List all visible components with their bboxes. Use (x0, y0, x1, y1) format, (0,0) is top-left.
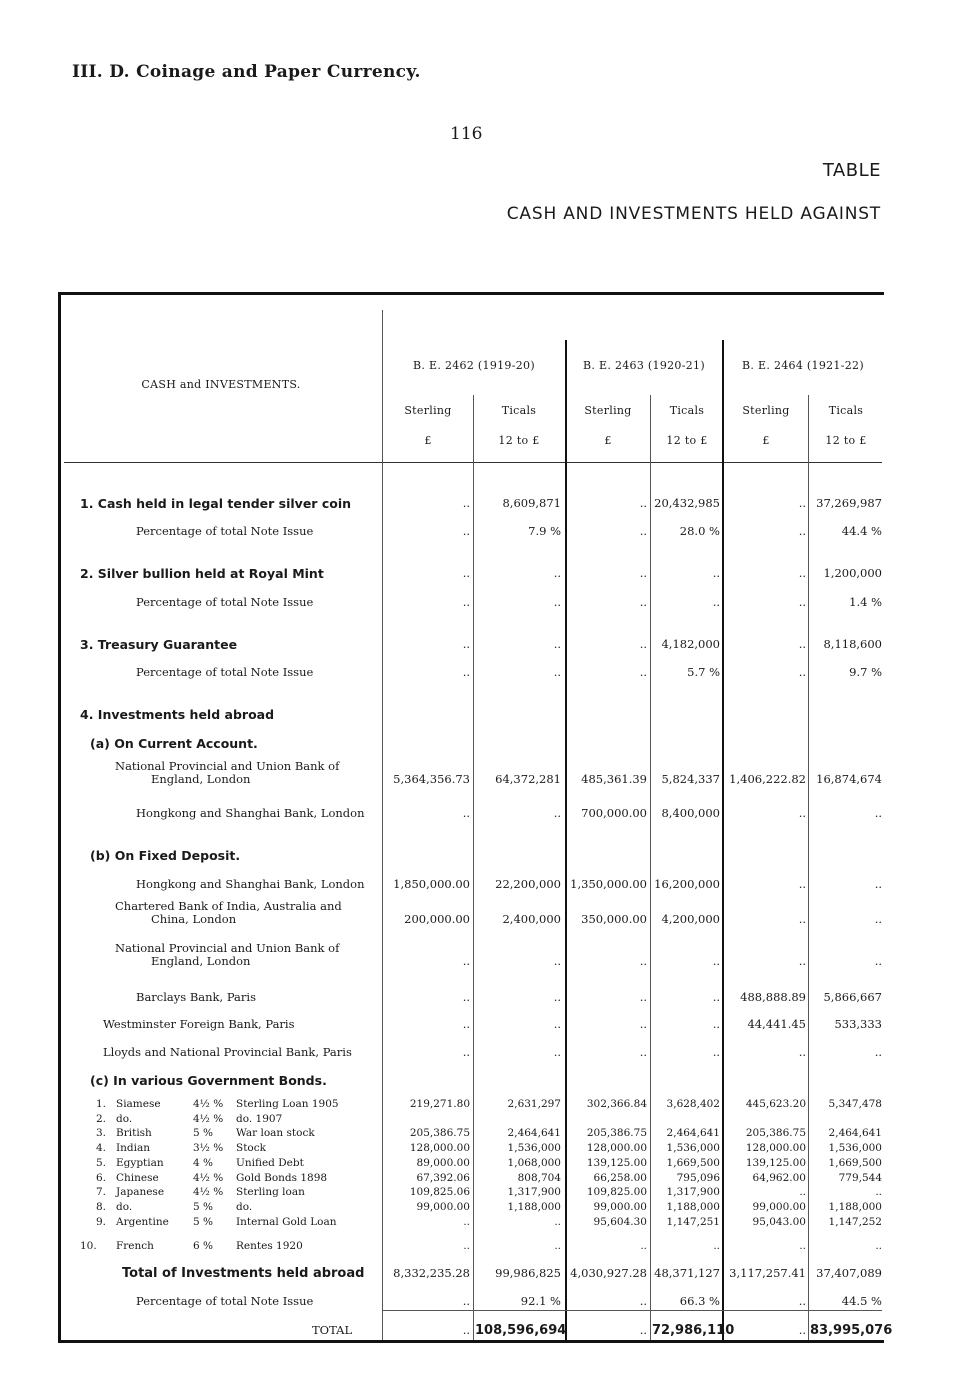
cell-value: .. (462, 566, 470, 580)
subsection-label: (b) On Fixed Deposit. (90, 848, 241, 863)
cell-value: 16,874,674 (816, 772, 882, 786)
section-label: 1. Cash held in legal tender silver coin (80, 496, 352, 511)
bond-value: 99,000.00 (593, 1201, 647, 1213)
bond-rate: 4½ % (193, 1113, 224, 1125)
cell-value: .. (639, 1294, 647, 1308)
subsection-label: (a) On Current Account. (90, 736, 258, 751)
cell-value: .. (798, 1323, 806, 1337)
bond-value: 445,623.20 (745, 1098, 806, 1110)
table-subtitle: CASH AND INVESTMENTS HELD AGAINST (506, 204, 881, 224)
cell-value: .. (798, 877, 806, 891)
total-label: Total of Investments held abroad (122, 1266, 365, 1281)
ticals-header: Ticals (669, 404, 705, 417)
cell-value: .. (462, 496, 470, 510)
bond-value: 1,317,900 (507, 1186, 561, 1198)
cell-value: 1,850,000.00 (393, 877, 470, 891)
cell-value: .. (874, 806, 882, 820)
bond-value: 808,704 (517, 1172, 561, 1184)
cell-value: .. (712, 990, 720, 1004)
row-label: Barclays Bank, Paris (136, 990, 256, 1004)
rate-unit: 12 to £ (666, 434, 708, 447)
page-number: 116 (450, 124, 483, 144)
cell-value: 44.4 % (841, 524, 882, 538)
bond-rate: 5 % (193, 1216, 213, 1228)
bond-value: 1,068,000 (507, 1157, 561, 1169)
bond-country: do. (116, 1201, 133, 1213)
row-label: Percentage of total Note Issue (136, 524, 314, 538)
cell-value: 48,371,127 (654, 1266, 720, 1280)
cell-value: 2,400,000 (502, 912, 561, 926)
bond-value: 67,392.06 (416, 1172, 470, 1184)
cell-value: .. (462, 806, 470, 820)
cell-value: 4,030,927.28 (570, 1266, 647, 1280)
sterling-header: Sterling (404, 404, 452, 417)
cell-value: .. (712, 1045, 720, 1059)
grand-total-label: TOTAL (312, 1323, 353, 1337)
bond-value: 205,386.75 (409, 1127, 470, 1139)
cell-value: 700,000.00 (581, 806, 647, 820)
bond-value: .. (799, 1186, 806, 1198)
cell-value: .. (553, 954, 561, 968)
cell-value: .. (798, 1294, 806, 1308)
cell-value: 5.7 % (687, 665, 720, 679)
bond-rate: 4½ % (193, 1172, 224, 1184)
cell-value: .. (462, 1323, 470, 1337)
bond-number: 7. (96, 1186, 107, 1198)
bond-description: do. 1907 (236, 1113, 283, 1125)
subsection-label: (c) In various Government Bonds. (90, 1073, 327, 1088)
cell-value: 20,432,985 (654, 496, 720, 510)
column-rule (473, 395, 474, 1340)
bond-number: 4. (96, 1142, 107, 1154)
table-bottom-rule (58, 1340, 884, 1343)
row-label: Percentage of total Note Issue (136, 1294, 314, 1308)
bond-value: 795,096 (676, 1172, 720, 1184)
year-header-2463: B. E. 2463 (1920-21) (583, 359, 705, 372)
cell-value: .. (798, 1045, 806, 1059)
cell-value: 3,117,257.41 (729, 1266, 806, 1280)
grand-total-value: 83,995,076 (810, 1323, 893, 1338)
pound-unit: £ (424, 434, 432, 447)
cell-value: .. (639, 595, 647, 609)
cell-value: .. (798, 496, 806, 510)
bond-value: 128,000.00 (409, 1142, 470, 1154)
page-header: III. D. Coinage and Paper Currency. (72, 62, 421, 82)
bond-value: 1,147,251 (666, 1216, 720, 1228)
cell-value: 28.0 % (679, 524, 720, 538)
bond-description: Unified Debt (236, 1157, 304, 1169)
row-label: Hongkong and Shanghai Bank, London (136, 806, 365, 820)
cell-value: .. (462, 954, 470, 968)
bond-number: 10. (80, 1240, 97, 1252)
row-label: Chartered Bank of India, Australia and (115, 899, 342, 913)
bond-value: 99,000.00 (752, 1201, 806, 1213)
row-label: Percentage of total Note Issue (136, 595, 314, 609)
cell-value: .. (798, 665, 806, 679)
cell-value: 22,200,000 (495, 877, 561, 891)
bond-value: .. (463, 1240, 470, 1252)
bond-value: 139,125.00 (745, 1157, 806, 1169)
bond-value: 1,669,500 (828, 1157, 882, 1169)
bond-value: 2,464,641 (507, 1127, 561, 1139)
bond-rate: 3½ % (193, 1142, 224, 1154)
cell-value: 8,400,000 (661, 806, 720, 820)
rate-unit: 12 to £ (825, 434, 867, 447)
cell-value: 99,986,825 (495, 1266, 561, 1280)
bond-rate: 5 % (193, 1127, 213, 1139)
cell-value: .. (639, 954, 647, 968)
cell-value: .. (553, 990, 561, 1004)
cell-value: .. (712, 566, 720, 580)
bond-description: Internal Gold Loan (236, 1216, 337, 1228)
pound-unit: £ (762, 434, 770, 447)
bond-value: 3,628,402 (666, 1098, 720, 1110)
cell-value: 9.7 % (849, 665, 882, 679)
section-label: 2. Silver bullion held at Royal Mint (80, 566, 324, 581)
cell-value: .. (639, 566, 647, 580)
cell-value: .. (712, 1017, 720, 1031)
bond-rate: 6 % (193, 1240, 213, 1252)
bond-value: .. (875, 1240, 882, 1252)
cell-value: 37,269,987 (816, 496, 882, 510)
bond-value: 1,536,000 (828, 1142, 882, 1154)
bond-value: 205,386.75 (586, 1127, 647, 1139)
cell-value: 44,441.45 (747, 1017, 806, 1031)
cell-value: 8,609,871 (502, 496, 561, 510)
cell-value: .. (462, 1045, 470, 1059)
bond-value: 2,464,641 (666, 1127, 720, 1139)
bond-value: .. (554, 1216, 561, 1228)
label-column-header: CASH and INVESTMENTS. (141, 378, 301, 391)
bond-value: .. (799, 1240, 806, 1252)
bond-value: 99,000.00 (416, 1201, 470, 1213)
bond-value: 89,000.00 (416, 1157, 470, 1169)
cell-value: .. (874, 877, 882, 891)
table-label: TABLE (822, 160, 881, 181)
bond-value: .. (713, 1240, 720, 1252)
bond-country: British (116, 1127, 152, 1139)
cell-value: 37,407,089 (816, 1266, 882, 1280)
cell-value: .. (874, 1045, 882, 1059)
bond-value: 1,188,000 (828, 1201, 882, 1213)
cell-value: .. (553, 806, 561, 820)
table-top-rule (58, 292, 884, 295)
cell-value: 533,333 (834, 1017, 882, 1031)
cell-value: 1,350,000.00 (570, 877, 647, 891)
bond-value: 2,464,641 (828, 1127, 882, 1139)
cell-value: .. (462, 524, 470, 538)
cell-value: .. (639, 496, 647, 510)
bond-value: 2,631,297 (507, 1098, 561, 1110)
total-rule (382, 1310, 882, 1311)
year-header-2462: B. E. 2462 (1919-20) (413, 359, 535, 372)
cell-value: .. (462, 595, 470, 609)
bond-value: 95,043.00 (752, 1216, 806, 1228)
row-label: National Provincial and Union Bank of (115, 759, 340, 773)
section-label: 4. Investments held abroad (80, 707, 275, 722)
cell-value: .. (639, 1323, 647, 1337)
bond-description: Sterling loan (236, 1186, 305, 1198)
column-rule (382, 310, 383, 1340)
cell-value: 7.9 % (528, 524, 561, 538)
bond-country: Japanese (116, 1186, 165, 1198)
cell-value: .. (553, 1045, 561, 1059)
cell-value: .. (874, 954, 882, 968)
cell-value: .. (798, 954, 806, 968)
grand-total-value: 108,596,694 (475, 1323, 567, 1338)
bond-value: 302,366.84 (586, 1098, 647, 1110)
bond-value: 1,536,000 (666, 1142, 720, 1154)
cell-value: .. (553, 665, 561, 679)
bond-value: 128,000.00 (586, 1142, 647, 1154)
cell-value: .. (712, 595, 720, 609)
bond-value: 1,317,900 (666, 1186, 720, 1198)
cell-value: .. (462, 1017, 470, 1031)
cell-value: 16,200,000 (654, 877, 720, 891)
cell-value: .. (462, 637, 470, 651)
bond-country: Indian (116, 1142, 151, 1154)
bond-value: .. (554, 1240, 561, 1252)
cell-value: 4,182,000 (661, 637, 720, 651)
cell-value: .. (639, 665, 647, 679)
cell-value: .. (553, 637, 561, 651)
bond-value: 1,188,000 (666, 1201, 720, 1213)
bond-value: 1,669,500 (666, 1157, 720, 1169)
cell-value: .. (462, 1294, 470, 1308)
cell-value: 350,000.00 (581, 912, 647, 926)
ticals-header: Ticals (501, 404, 537, 417)
bond-rate: 4½ % (193, 1186, 224, 1198)
ticals-header: Ticals (828, 404, 864, 417)
row-label-continued: China, London (151, 912, 237, 926)
cell-value: .. (553, 595, 561, 609)
bond-description: War loan stock (236, 1127, 315, 1139)
bond-value: 205,386.75 (745, 1127, 806, 1139)
pound-unit: £ (604, 434, 612, 447)
bond-number: 8. (96, 1201, 107, 1213)
bond-number: 5. (96, 1157, 107, 1169)
cell-value: .. (798, 806, 806, 820)
year-header-2464: B. E. 2464 (1921-22) (742, 359, 864, 372)
bond-value: 1,188,000 (507, 1201, 561, 1213)
bond-value: 779,544 (838, 1172, 882, 1184)
bond-value: 139,125.00 (586, 1157, 647, 1169)
cell-value: .. (639, 1017, 647, 1031)
cell-value: .. (798, 912, 806, 926)
cell-value: .. (553, 1017, 561, 1031)
cell-value: .. (639, 990, 647, 1004)
bond-value: 109,825.00 (586, 1186, 647, 1198)
cell-value: 485,361.39 (581, 772, 647, 786)
grand-total-value: 72,986,110 (652, 1323, 735, 1338)
cell-value: .. (553, 566, 561, 580)
cell-value: 8,118,600 (823, 637, 882, 651)
bond-value: 219,271.80 (409, 1098, 470, 1110)
bond-country: do. (116, 1113, 133, 1125)
cell-value: 66.3 % (679, 1294, 720, 1308)
bond-value: 5,347,478 (828, 1098, 882, 1110)
cell-value: .. (798, 637, 806, 651)
bond-value: 128,000.00 (745, 1142, 806, 1154)
bond-value: 66,258.00 (593, 1172, 647, 1184)
row-label: Percentage of total Note Issue (136, 665, 314, 679)
bond-value: 95,604.30 (593, 1216, 647, 1228)
column-rule (808, 395, 809, 1340)
table-left-rule (58, 292, 61, 1342)
bond-value: .. (463, 1216, 470, 1228)
bond-description: do. (236, 1201, 253, 1213)
bond-number: 2. (96, 1113, 107, 1125)
section-label: 3. Treasury Guarantee (80, 637, 238, 652)
bond-number: 6. (96, 1172, 107, 1184)
cell-value: 1,406,222.82 (729, 772, 806, 786)
cell-value: 5,866,667 (823, 990, 882, 1004)
cell-value: .. (874, 912, 882, 926)
bond-value: 1,147,252 (828, 1216, 882, 1228)
bond-number: 9. (96, 1216, 107, 1228)
cell-value: 488,888.89 (740, 990, 806, 1004)
column-rule (650, 395, 651, 1340)
bond-value: 109,825.06 (409, 1186, 470, 1198)
bond-rate: 4 % (193, 1157, 213, 1169)
bond-country: French (116, 1240, 154, 1252)
cell-value: .. (639, 1045, 647, 1059)
cell-value: 200,000.00 (404, 912, 470, 926)
bond-description: Sterling Loan 1905 (236, 1098, 339, 1110)
bond-number: 3. (96, 1127, 107, 1139)
row-label: Westminster Foreign Bank, Paris (103, 1017, 295, 1031)
rate-unit: 12 to £ (498, 434, 540, 447)
cell-value: .. (639, 637, 647, 651)
bond-country: Siamese (116, 1098, 161, 1110)
bond-description: Rentes 1920 (236, 1240, 303, 1252)
bond-country: Argentine (116, 1216, 169, 1228)
bond-country: Chinese (116, 1172, 159, 1184)
row-label: Hongkong and Shanghai Bank, London (136, 877, 365, 891)
cell-value: .. (798, 524, 806, 538)
bond-number: 1. (96, 1098, 107, 1110)
cell-value: .. (639, 524, 647, 538)
cell-value: .. (712, 954, 720, 968)
sterling-header: Sterling (584, 404, 632, 417)
bond-value: 64,962.00 (752, 1172, 806, 1184)
cell-value: 4,200,000 (661, 912, 720, 926)
bond-value: 1,536,000 (507, 1142, 561, 1154)
cell-value: 5,364,356.73 (393, 772, 470, 786)
bond-description: Gold Bonds 1898 (236, 1172, 328, 1184)
row-label: Lloyds and National Provincial Bank, Paris (103, 1045, 352, 1059)
bond-country: Egyptian (116, 1157, 164, 1169)
cell-value: 64,372,281 (495, 772, 561, 786)
cell-value: 92.1 % (520, 1294, 561, 1308)
row-label-continued: England, London (151, 772, 251, 786)
bond-rate: 4½ % (193, 1098, 224, 1110)
cell-value: 5,824,337 (661, 772, 720, 786)
cell-value: 1.4 % (849, 595, 882, 609)
cell-value: .. (462, 990, 470, 1004)
bond-value: .. (640, 1240, 647, 1252)
cell-value: 1,200,000 (823, 566, 882, 580)
row-label-continued: England, London (151, 954, 251, 968)
row-label: National Provincial and Union Bank of (115, 941, 340, 955)
cell-value: .. (462, 665, 470, 679)
cell-value: 8,332,235.28 (393, 1266, 470, 1280)
cell-value: .. (798, 595, 806, 609)
sterling-header: Sterling (742, 404, 790, 417)
bond-description: Stock (236, 1142, 266, 1154)
cell-value: 44.5 % (841, 1294, 882, 1308)
cell-value: .. (798, 566, 806, 580)
bond-rate: 5 % (193, 1201, 213, 1213)
bond-value: .. (875, 1186, 882, 1198)
